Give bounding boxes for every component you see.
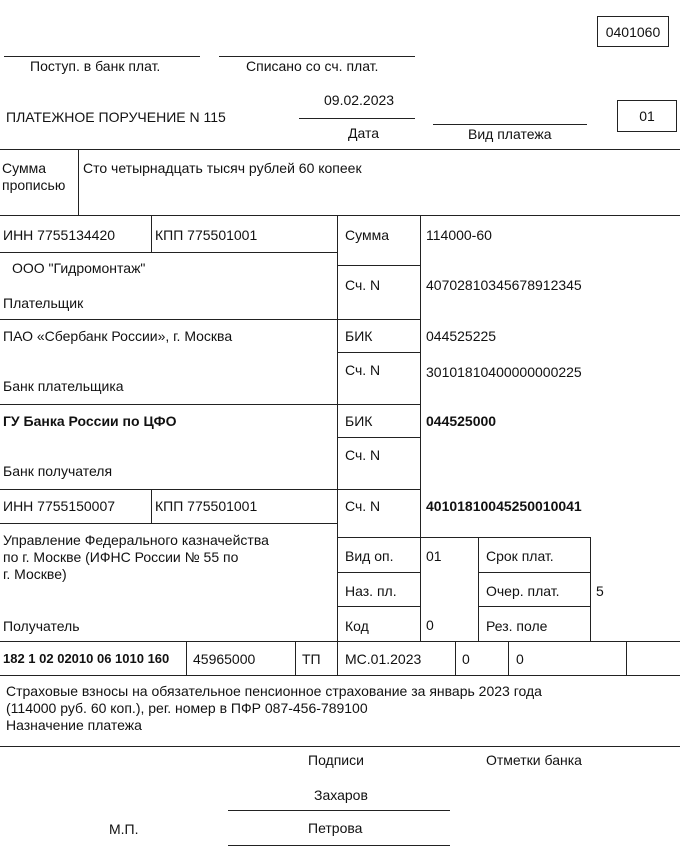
tax-period: МС.01.2023 (345, 651, 422, 667)
payer-bank-label: Банк плательщика (3, 378, 124, 394)
form-code: 0401060 (605, 23, 661, 40)
recipient-bank-name: ГУ Банка России по ЦФО (3, 413, 177, 429)
payer-name: ООО "Гидромонтаж" (12, 260, 146, 276)
signature-2: Петрова (308, 820, 363, 836)
payer-bank-name: ПАО «Сбербанк России», г. Москва (3, 328, 233, 344)
divider (0, 523, 337, 524)
purpose-label: Назначение платежа (6, 717, 142, 733)
divider (337, 352, 420, 353)
divider (337, 537, 591, 538)
doc-date: 0 (516, 651, 524, 667)
divider (0, 215, 680, 216)
divider (337, 215, 338, 641)
payer-account: 40702810345678912345 (426, 277, 582, 293)
divider (0, 675, 680, 676)
payer-label: Плательщик (3, 295, 84, 311)
divider (78, 149, 79, 215)
recipient-name-3: г. Москве) (3, 566, 67, 582)
payer-account-label: Сч. N (345, 277, 381, 293)
divider (151, 215, 152, 252)
recipient-name-2: по г. Москве (ИФНС России № 55 по (3, 549, 239, 565)
amount-words-label-1: Сумма (2, 160, 46, 176)
recipient-corr-label: Сч. N (345, 447, 381, 463)
payer-corr-label: Сч. N (345, 362, 381, 378)
payment-basis: ТП (302, 651, 321, 667)
divider (0, 746, 680, 747)
order-date: 09.02.2023 (324, 92, 395, 108)
bank-marks-label: Отметки банка (486, 752, 582, 768)
divider (151, 489, 152, 523)
divider (0, 319, 420, 320)
divider (455, 641, 456, 675)
sum-label: Сумма (345, 227, 389, 243)
sum-value: 114000-60 (426, 227, 492, 243)
divider (478, 572, 590, 573)
divider (0, 149, 680, 150)
page-title: ПЛАТЕЖНОЕ ПОРУЧЕНИЕ N 115 (6, 109, 226, 125)
divider (0, 404, 420, 405)
divider (337, 265, 420, 266)
op-type-value: 01 (426, 548, 442, 564)
divider (590, 537, 591, 641)
date-line (299, 118, 415, 119)
divider (626, 641, 627, 675)
signatures-label: Подписи (308, 752, 364, 768)
divider (295, 641, 296, 675)
divider (0, 252, 337, 253)
reserve-label: Рез. поле (486, 618, 548, 634)
divider (0, 641, 680, 642)
oktmo: 45965000 (193, 651, 256, 667)
amount-words: Сто четырнадцать тысяч рублей 60 копеек (83, 160, 362, 176)
code-label: Код (345, 618, 369, 634)
payer-kpp: КПП 775501001 (155, 227, 258, 243)
divider (508, 641, 509, 675)
signature-1: Захаров (314, 787, 368, 803)
payer-corr-account: 30101810400000000225 (426, 364, 582, 380)
recipient-bank-label: Банк получателя (3, 463, 113, 479)
divider (478, 537, 479, 641)
debited-line (219, 56, 415, 57)
purpose-code-label: Наз. пл. (345, 583, 397, 599)
signature-line-1 (228, 810, 450, 811)
payer-bik: 044525225 (426, 328, 497, 344)
kbk: 182 1 02 02010 06 1010 160 (3, 651, 170, 666)
form-code-box (597, 16, 669, 47)
payment-type-label: Вид платежа (468, 126, 552, 142)
op-type-label: Вид оп. (345, 548, 394, 564)
recipient-inn: ИНН 7755150007 (3, 498, 116, 514)
recipient-name-1: Управление Федерального казначейства (3, 532, 269, 548)
status-box (617, 100, 677, 132)
recipient-label: Получатель (3, 618, 80, 634)
priority-label: Очер. плат. (486, 583, 560, 599)
debited-label: Списано со сч. плат. (246, 58, 379, 74)
recipient-account: 40101810045250010041 (426, 498, 582, 514)
recipient-bik: 044525000 (426, 413, 497, 429)
payment-type-line (433, 124, 587, 125)
recipient-bik-label: БИК (345, 413, 373, 429)
payer-inn: ИНН 7755134420 (3, 227, 116, 243)
amount-words-label-2: прописью (2, 177, 66, 193)
divider (0, 489, 420, 490)
received-label: Поступ. в банк плат. (30, 58, 161, 74)
received-line (4, 56, 200, 57)
purpose-line-1: Страховые взносы на обязательное пенсионное страхование за январь 2023 года (6, 683, 542, 699)
due-label: Срок плат. (486, 548, 554, 564)
divider (337, 606, 420, 607)
divider (478, 606, 590, 607)
seal-label: М.П. (109, 821, 139, 837)
divider (337, 641, 338, 675)
code-value: 0 (426, 617, 434, 633)
doc-number: 0 (462, 651, 470, 667)
signature-line-2 (228, 845, 450, 846)
priority-value: 5 (596, 583, 604, 599)
purpose-line-2: (114000 руб. 60 коп.), рег. номер в ПФР 087-456-789100 (6, 700, 368, 716)
recipient-kpp: КПП 775501001 (155, 498, 258, 514)
recipient-account-label: Сч. N (345, 498, 381, 514)
status-code: 01 (639, 108, 655, 124)
divider (337, 572, 420, 573)
divider (186, 641, 187, 675)
divider (420, 215, 421, 641)
divider (337, 437, 420, 438)
date-label: Дата (348, 125, 380, 141)
payer-bik-label: БИК (345, 328, 373, 344)
